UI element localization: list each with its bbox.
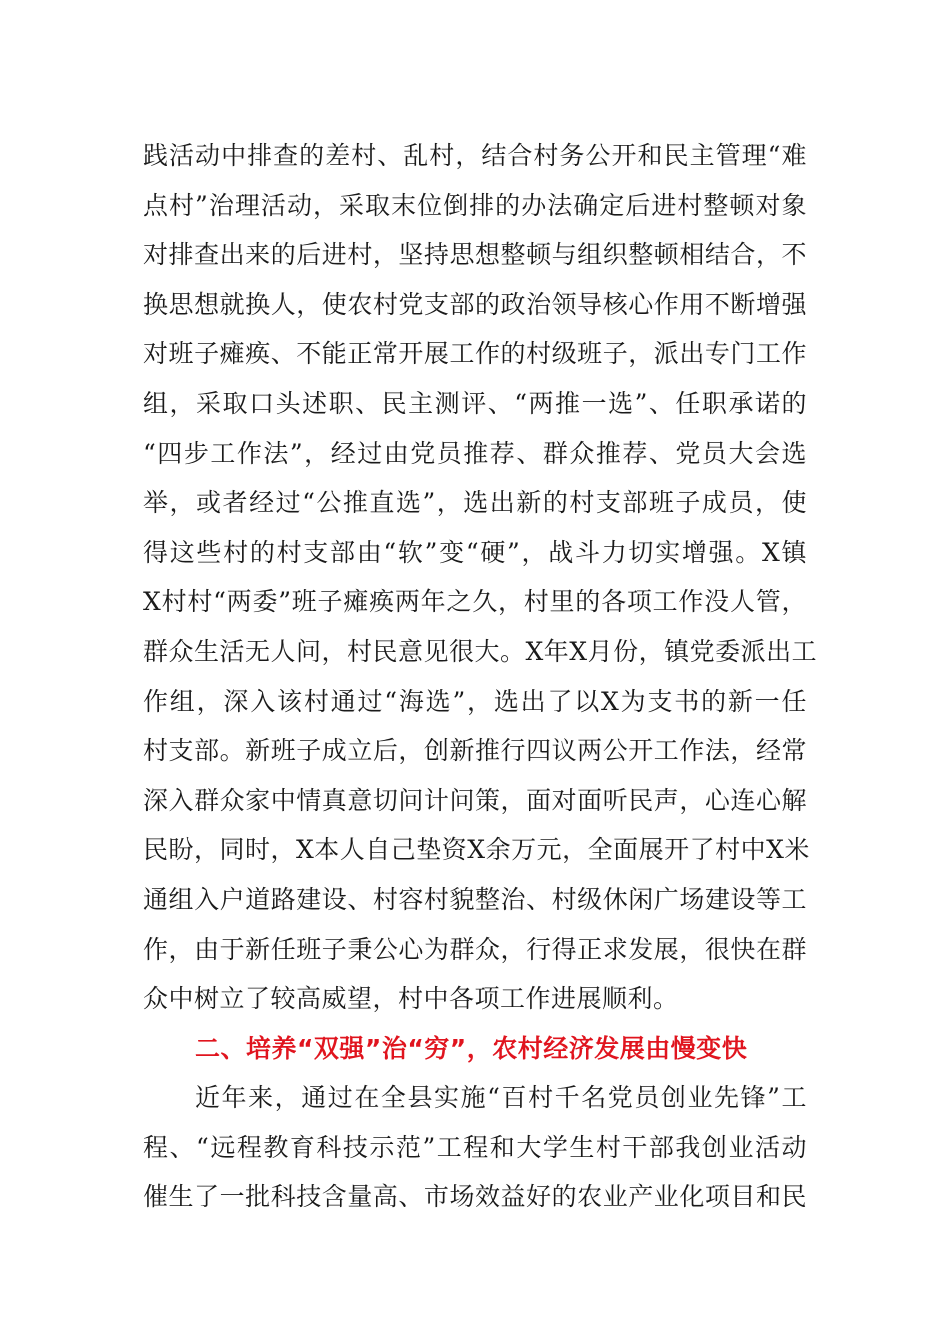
text-line: 村支部。新班子成立后，创新推行四议两公开工作法，经常 bbox=[143, 736, 807, 766]
document-body bbox=[143, 131, 818, 1222]
text-line: 组，采取口头述职、民主测评、“两推一选”、任职承诺的 bbox=[143, 388, 807, 418]
text-line: 近年来，通过在全县实施“百村千名党员创业先锋”工 bbox=[195, 1083, 807, 1113]
text-line: X村村“两委”班子瘫痪两年之久，村里的各项工作没人管， bbox=[143, 587, 807, 617]
text-line: 民盼，同时，X本人自己垫资X余万元，全面展开了村中X米 bbox=[143, 835, 810, 865]
text-line: 深入群众家中情真意切问计问策，面对面听民声，心连心解 bbox=[143, 785, 807, 815]
text-line: 点村”治理活动，采取末位倒排的办法确定后进村整顿对象 bbox=[143, 190, 807, 220]
text-line: 换思想就换人，使农村党支部的政治领导核心作用不断增强 bbox=[143, 289, 807, 319]
paragraph-1 bbox=[143, 131, 818, 1024]
text-line: 践活动中排查的差村、乱村，结合村务公开和民主管理“难 bbox=[143, 141, 807, 170]
text-line: 众中树立了较高威望，村中各项工作进展顺利。 bbox=[143, 984, 679, 1014]
text-line: 得这些村的村支部由“软”变“硬”，战斗力切实增强。X镇 bbox=[143, 537, 807, 567]
text-line: 对排查出来的后进村，坚持思想整顿与组织整顿相结合，不 bbox=[143, 240, 807, 270]
text-line: “四步工作法”，经过由党员推荐、群众推荐、党员大会选 bbox=[143, 438, 807, 468]
text-line: 举，或者经过“公推直选”，选出新的村支部班子成员，使 bbox=[143, 488, 807, 518]
text-line: 催生了一批科技含量高、市场效益好的农业产业化项目和民 bbox=[143, 1182, 807, 1212]
text-line: 通组入户道路建设、村容村貌整治、村级休闲广场建设等工 bbox=[143, 884, 807, 914]
section-heading: 二、培养“双强”治“穷”，农村经济发展由慢变快 bbox=[195, 1033, 748, 1063]
paragraph-2 bbox=[143, 1073, 807, 1222]
text-line: 作，由于新任班子秉公心为群众，行得正求发展，很快在群 bbox=[143, 934, 807, 964]
text-line: 群众生活无人问，村民意见很大。X年X月份，镇党委派出工 bbox=[143, 636, 818, 666]
text-line: 程、“远程教育科技示范”工程和大学生村干部我创业活动 bbox=[143, 1132, 807, 1162]
text-line: 作组，深入该村通过“海选”，选出了以X为支书的新一任 bbox=[143, 686, 807, 716]
text-line: 对班子瘫痪、不能正常开展工作的村级班子，派出专门工作 bbox=[143, 339, 807, 369]
